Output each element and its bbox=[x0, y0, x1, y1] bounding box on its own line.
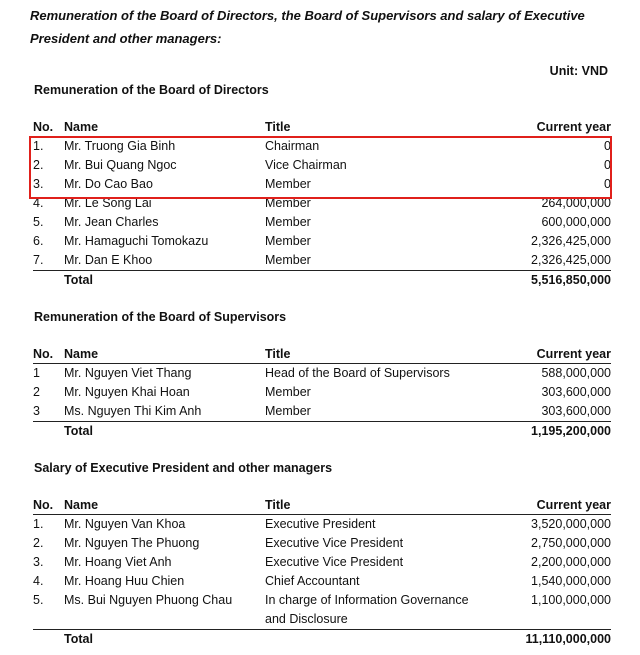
cell-title: Executive Vice President bbox=[265, 536, 404, 550]
header-name: Name bbox=[64, 498, 99, 512]
table-row bbox=[33, 591, 611, 630]
cell-no: 2. bbox=[33, 158, 44, 172]
executives-rows bbox=[33, 515, 611, 650]
total-row bbox=[33, 271, 611, 291]
cell-name: Mr. Bui Quang Ngoc bbox=[64, 158, 177, 172]
table-row bbox=[33, 534, 611, 553]
cell-no: 1. bbox=[33, 139, 44, 153]
header-amount: Current year bbox=[536, 498, 611, 512]
table-row bbox=[33, 402, 611, 422]
cell-name: Mr. Hoang Viet Anh bbox=[64, 555, 172, 569]
cell-no bbox=[33, 271, 64, 291]
cell-title: Chairman bbox=[265, 139, 320, 153]
total-label: Total bbox=[64, 630, 265, 650]
cell-name: Mr. Nguyen Viet Thang bbox=[64, 366, 192, 380]
section-title-board-directors: Remuneration of the Board of Directors bbox=[34, 83, 269, 97]
header-amount: Current year bbox=[536, 120, 611, 134]
cell-amount: 264,000,000 bbox=[541, 196, 611, 210]
cell-name: Mr. Hamaguchi Tomokazu bbox=[64, 234, 209, 248]
cell-title: Chief Accountant bbox=[265, 574, 360, 588]
cell-name: Mr. Nguyen Van Khoa bbox=[64, 517, 186, 531]
cell-title bbox=[265, 422, 489, 442]
unit-label: Unit: VND bbox=[549, 64, 608, 78]
table-row bbox=[33, 232, 611, 251]
intro-heading: Remuneration of the Board of Directors, the Board of Supervisors and salary of Executive President and other managers: bbox=[30, 8, 585, 46]
cell-name: Mr. Nguyen The Phuong bbox=[64, 536, 200, 550]
table-row bbox=[33, 364, 611, 384]
cell-name: Mr. Do Cao Bao bbox=[64, 177, 153, 191]
cell-amount: 3,520,000,000 bbox=[531, 517, 611, 531]
table-row bbox=[33, 251, 611, 271]
cell-no: 3. bbox=[33, 177, 44, 191]
cell-no: 1. bbox=[33, 517, 44, 531]
header-name: Name bbox=[64, 120, 99, 134]
table-row bbox=[33, 383, 611, 402]
cell-title: Member bbox=[265, 234, 311, 248]
header-amount: Current year bbox=[536, 347, 611, 361]
cell-name: Mr. Dan E Khoo bbox=[64, 253, 153, 267]
cell-amount: 0 bbox=[604, 177, 611, 191]
cell-title bbox=[265, 271, 489, 291]
total-label: Total bbox=[64, 422, 265, 442]
cell-no: 7. bbox=[33, 253, 44, 267]
cell-name: Mr. Nguyen Khai Hoan bbox=[64, 385, 190, 399]
header-title: Title bbox=[265, 347, 291, 361]
total-row bbox=[33, 422, 611, 442]
cell-name: Ms. Nguyen Thi Kim Anh bbox=[64, 404, 202, 418]
cell-amount: 0 bbox=[604, 139, 611, 153]
cell-title: Member bbox=[265, 253, 311, 267]
total-label: Total bbox=[64, 271, 265, 291]
cell-no bbox=[33, 422, 64, 442]
table-board-directors bbox=[33, 118, 611, 290]
cell-no: 2 bbox=[33, 385, 40, 399]
cell-amount: 2,200,000,000 bbox=[531, 555, 611, 569]
cell-amount: 2,750,000,000 bbox=[531, 536, 611, 550]
table-row bbox=[33, 515, 611, 535]
table-row bbox=[33, 572, 611, 591]
table-header-row bbox=[33, 345, 611, 364]
cell-amount: 303,600,000 bbox=[541, 404, 611, 418]
section-title-board-supervisors: Remuneration of the Board of Supervisors bbox=[34, 310, 287, 324]
table-row bbox=[33, 213, 611, 232]
cell-title: Executive Vice President bbox=[265, 555, 404, 569]
header-title: Title bbox=[265, 120, 291, 134]
cell-amount: 1,540,000,000 bbox=[531, 574, 611, 588]
table-board-supervisors bbox=[33, 345, 611, 441]
table-header-row bbox=[33, 118, 611, 137]
cell-no: 6. bbox=[33, 234, 44, 248]
cell-name: Mr. Truong Gia Binh bbox=[64, 139, 176, 153]
cell-no bbox=[33, 630, 64, 650]
cell-name: Ms. Bui Nguyen Phuong Chau bbox=[64, 591, 265, 630]
header-no: No. bbox=[33, 347, 54, 361]
cell-no: 3 bbox=[33, 404, 40, 418]
cell-name: Mr. Le Song Lai bbox=[64, 196, 152, 210]
total-amount: 5,516,850,000 bbox=[489, 271, 611, 291]
cell-no: 4. bbox=[33, 196, 44, 210]
cell-no: 5. bbox=[33, 591, 64, 630]
table-row bbox=[33, 137, 611, 157]
cell-title: Member bbox=[265, 196, 311, 210]
header-no: No. bbox=[33, 498, 54, 512]
total-row bbox=[33, 630, 611, 650]
cell-title: Member bbox=[265, 215, 311, 229]
cell-amount: 2,326,425,000 bbox=[531, 253, 611, 267]
cell-amount: 1,100,000,000 bbox=[489, 591, 611, 630]
board-directors-rows bbox=[33, 137, 611, 291]
cell-title: Head of the Board of Supervisors bbox=[265, 366, 450, 380]
cell-title: Executive President bbox=[265, 517, 376, 531]
cell-name: Mr. Jean Charles bbox=[64, 215, 159, 229]
table-executives bbox=[33, 496, 611, 649]
cell-no: 3. bbox=[33, 555, 44, 569]
table-row bbox=[33, 175, 611, 194]
cell-amount: 600,000,000 bbox=[541, 215, 611, 229]
header-no: No. bbox=[33, 120, 54, 134]
cell-amount: 588,000,000 bbox=[541, 366, 611, 380]
table-row bbox=[33, 553, 611, 572]
header-title: Title bbox=[265, 498, 291, 512]
cell-title: In charge of Information Governance and Disclosure bbox=[265, 591, 489, 630]
cell-title: Vice Chairman bbox=[265, 158, 347, 172]
cell-title: Member bbox=[265, 404, 311, 418]
cell-amount: 0 bbox=[604, 158, 611, 172]
table-row bbox=[33, 194, 611, 213]
cell-name: Mr. Hoang Huu Chien bbox=[64, 574, 185, 588]
cell-no: 4. bbox=[33, 574, 44, 588]
cell-no: 1 bbox=[33, 366, 40, 380]
cell-title bbox=[265, 630, 489, 650]
cell-title: Member bbox=[265, 385, 311, 399]
board-supervisors-rows bbox=[33, 364, 611, 442]
total-amount: 1,195,200,000 bbox=[489, 422, 611, 442]
total-amount: 11,110,000,000 bbox=[489, 630, 611, 650]
cell-no: 2. bbox=[33, 536, 44, 550]
table-row bbox=[33, 156, 611, 175]
cell-amount: 2,326,425,000 bbox=[531, 234, 611, 248]
header-name: Name bbox=[64, 347, 99, 361]
table-header-row bbox=[33, 496, 611, 515]
cell-amount: 303,600,000 bbox=[541, 385, 611, 399]
section-title-executives: Salary of Executive President and other managers bbox=[34, 461, 333, 475]
cell-no: 5. bbox=[33, 215, 44, 229]
cell-title: Member bbox=[265, 177, 311, 191]
